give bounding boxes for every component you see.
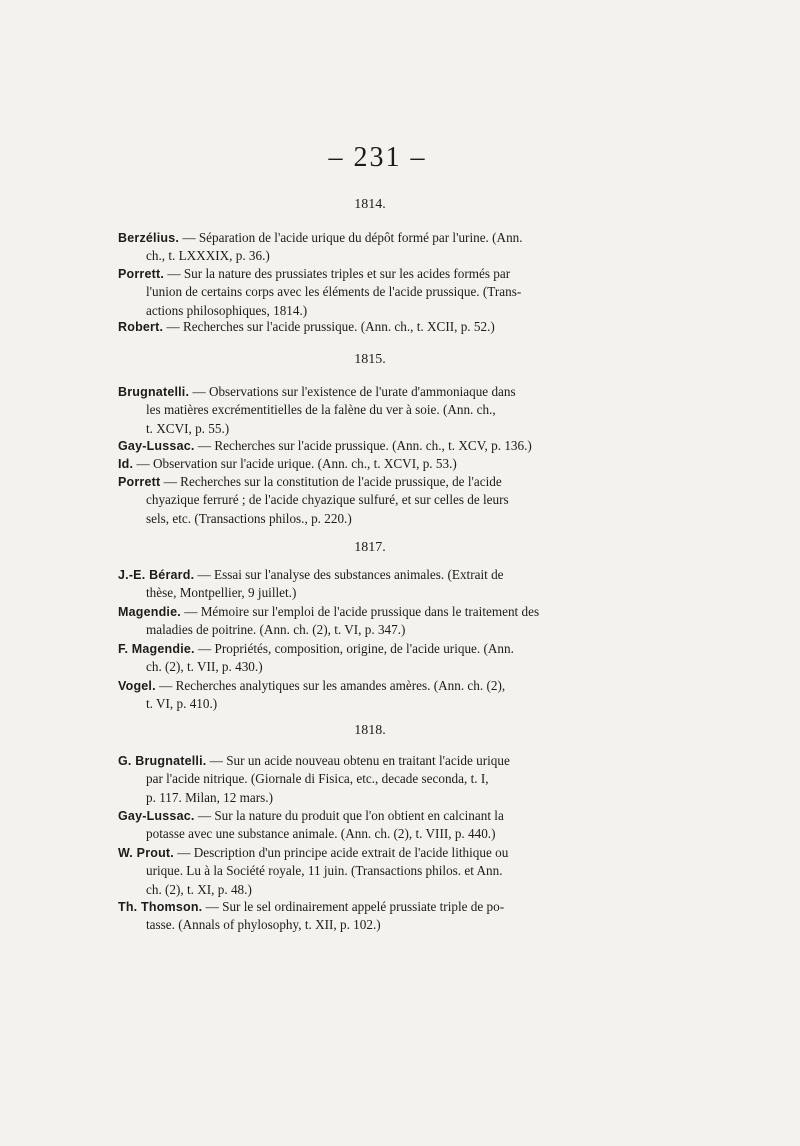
entry-text: l'union de certains corps avec les éléments de l'acide prussique. (Trans- [146,284,522,300]
entry-author: Porrett. [118,267,165,281]
entry-author: Gay-Lussac. [118,439,195,453]
entry-text: thèse, Montpellier, 9 juillet.) [146,585,297,601]
entry-text: — Mémoire sur l'emploi de l'acide prussique dans le traitement des [184,604,540,619]
entry-text: tasse. (Annals of phylosophy, t. XII, p. 102.) [146,917,381,933]
entry-author: J.-E. Bérard. [118,568,195,582]
year-heading-1818: 1818. [354,723,386,738]
entry-text: — Observations sur l'existence de l'urate d'ammoniaque dans [192,384,516,399]
entry-text: — Sur la nature des prussiates triples et sur les acides formés par [167,266,511,281]
entry-author: Brugnatelli. [118,385,190,399]
year-heading-1815: 1815. [354,352,386,367]
bibliography-entry [118,455,630,473]
year-heading-1814: 1814. [354,197,386,212]
entry-text: — Sur la nature du produit que l'on obtient en calcinant la [197,808,504,823]
entry-text: urique. Lu à la Société royale, 11 juin. (Transactions philos. et Ann. [146,863,503,879]
entry-author: G. Brugnatelli. [118,754,207,768]
entry-author: Berzélius. [118,231,180,245]
entry-text: — Recherches sur l'acide prussique. (Ann. ch., t. XCII, p. 52.) [166,319,495,334]
entry-text: ch., t. LXXXIX, p. 36.) [146,248,270,264]
entry-text: — Recherches sur la constitution de l'acide prussique, de l'acide [163,474,502,489]
bibliography-entry [118,383,630,438]
entry-author: Id. [118,457,134,471]
entry-text: actions philosophiques, 1814.) [146,302,308,318]
entry-text: — Essai sur l'analyse des substances animales. (Extrait de [197,567,504,582]
entry-text: chyazique ferruré ; de l'acide chyazique sulfuré, et sur celles de leurs [146,492,509,508]
entry-text: — Séparation de l'acide urique du dépôt formé par l'urine. (Ann. [182,230,523,245]
bibliography-entry [118,640,630,677]
bibliography-entry [118,229,630,266]
entry-text: — Propriétés, composition, origine, de l'acide urique. (Ann. [198,641,514,656]
entry-text: potasse avec une substance animale. (Ann. ch. (2), t. VIII, p. 440.) [146,826,496,842]
entry-author: W. Prout. [118,846,174,860]
entry-text: — Recherches analytiques sur les amandes amères. (Ann. ch. (2), [159,678,506,693]
bibliography-entry [118,844,630,899]
entry-author: Robert. [118,320,164,334]
bibliography-entry [118,318,630,336]
entry-text: t. XCVI, p. 55.) [146,420,230,436]
entry-text: maladies de poitrine. (Ann. ch. (2), t. VI, p. 347.) [146,622,406,638]
entry-text: ch. (2), t. XI, p. 48.) [146,881,252,897]
entry-text: — Sur un acide nouveau obtenu en traitant l'acide urique [209,753,510,768]
entry-author: F. Magendie. [118,642,195,656]
entry-text: les matières excrémentitielles de la falène du ver à soie. (Ann. ch., [146,402,496,418]
bibliography-entry [118,566,630,603]
bibliography-entry [118,677,630,714]
entry-text: ch. (2), t. VII, p. 430.) [146,659,263,675]
year-heading-1817: 1817. [354,540,386,555]
page-number: – 231 – [328,142,427,173]
bibliography-entry [118,752,630,807]
entry-text: t. VI, p. 410.) [146,696,218,712]
bibliography-entry [118,807,630,844]
bibliography-entry [118,603,630,640]
entry-author: Gay-Lussac. [118,809,195,823]
entry-author: Porrett [118,475,161,489]
entry-text: p. 117. Milan, 12 mars.) [146,789,273,805]
bibliography-entry [118,265,630,320]
bibliography-entry [118,473,630,528]
entry-text: — Description d'un principe acide extrait de l'acide lithique ou [177,845,509,860]
entry-author: Th. Thomson. [118,900,203,914]
entry-author: Vogel. [118,679,156,693]
entry-text: — Sur le sel ordinairement appelé prussiate triple de po- [205,899,505,914]
entry-text: sels, etc. (Transactions philos., p. 220.) [146,510,352,526]
bibliography-entry [118,437,630,455]
entry-text: — Recherches sur l'acide prussique. (Ann. ch., t. XCV, p. 136.) [197,438,532,453]
bibliography-entry [118,898,630,935]
entry-text: par l'acide nitrique. (Giornale di Fisica, etc., decade seconda, t. I, [146,771,489,787]
entry-author: Magendie. [118,605,181,619]
entry-text: — Observation sur l'acide urique. (Ann. ch., t. XCVI, p. 53.) [136,456,457,471]
